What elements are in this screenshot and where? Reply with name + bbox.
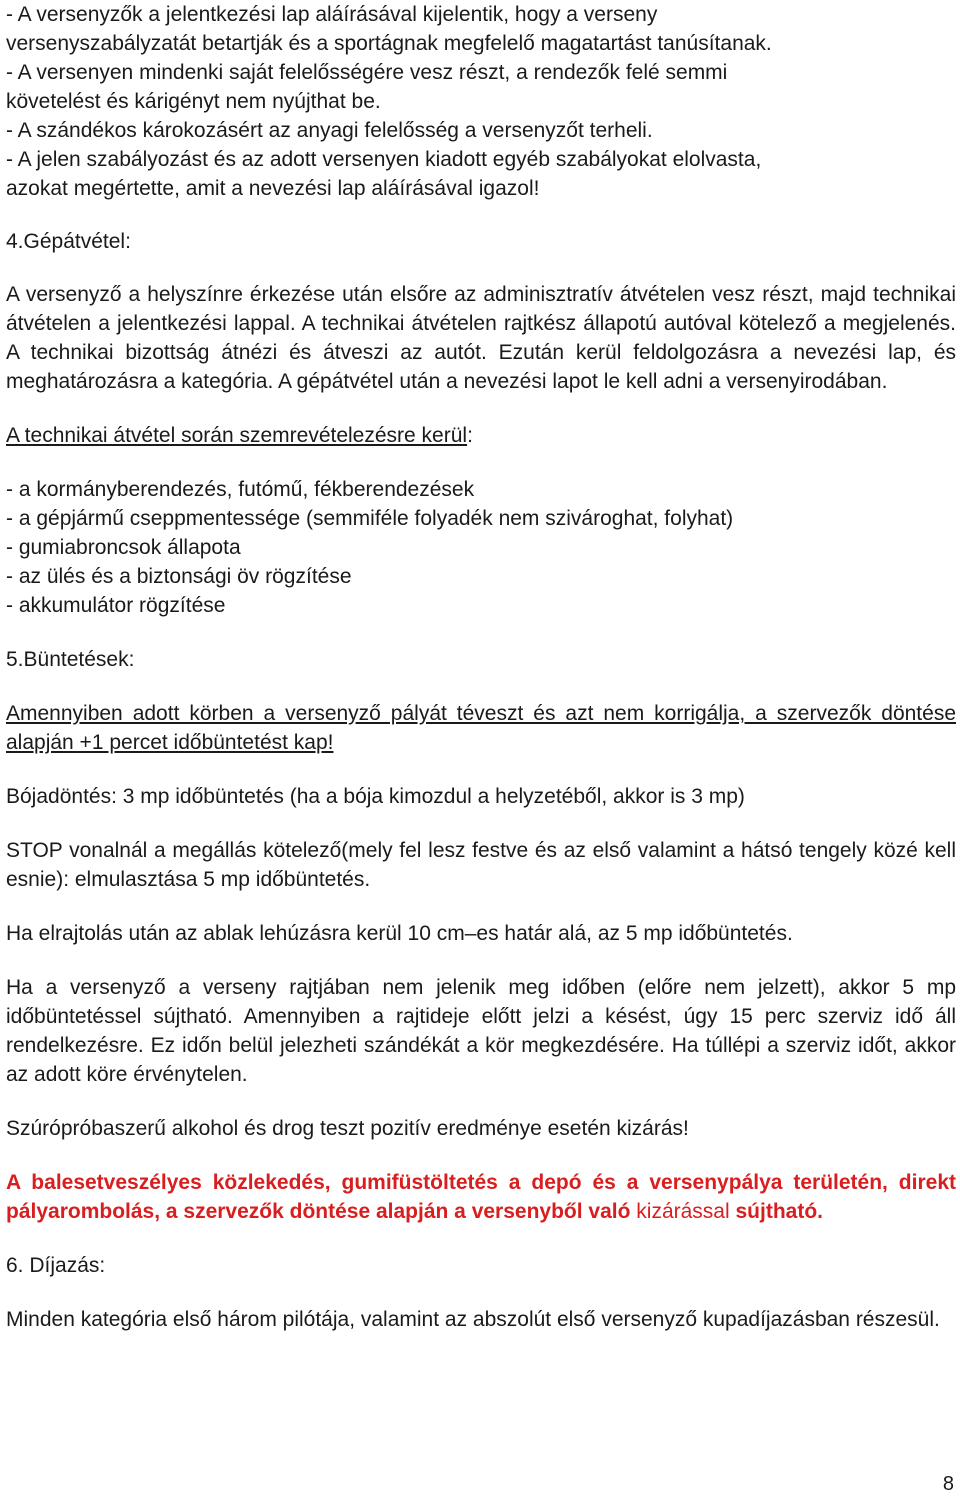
section-4-heading: 4.Gépátvétel: [6,230,131,253]
dangerous-driving-warning [6,1168,956,1226]
warning-text-part2: kizárással [636,1200,730,1223]
checklist-item: - akkumulátor rögzítése [6,594,226,617]
intro-declarations [6,0,956,203]
checklist-title [6,421,956,450]
window-penalty: Ha elrajtolás után az ablak lehúzásra kerül 10 cm–es határ alá, az 5 mp időbüntetés. [6,922,793,945]
intro-line: azokat megértette, amit a nevezési lap aláírásával igazol! [6,177,540,200]
section-4-paragraph: A versenyző a helyszínre érkezése után elsőre az adminisztratív átvételen vesz részt, majd technikai átvételen a jelentkezési lappal. A technikai átvételen rajtkész állapotú autóval kötelező a megjelenés. A technikai bizottság átnézi és átveszi az autót. Ezután kerül feldolgozásra a nevezési lap, és meghatározásra a kategória. A gépátvétel után a nevezési lapot le kell adni a versenyirodában. [6,283,956,393]
intro-line: - A versenyen mindenki saját felelősségére vesz részt, a rendezők felé semmi [6,61,728,84]
warning-text-part3: sújtható. [729,1200,823,1223]
section-5-heading: 5.Büntetések: [6,648,135,671]
stop-line-penalty: STOP vonalnál a megállás kötelező(mely fel lesz festve és az első valamint a hátsó tengely közé kell esnie): elmulasztása 5 mp időbüntetés. [6,839,956,891]
intro-line: versenyszabályzatát betartják és a sportágnak megfelelő magatartást tanúsítanak. [6,32,772,55]
warning-text-part1: A balesetveszélyes közlekedés, gumifüstöltetés a depó és a versenypálya területén, direkt pályarombolás, a szervezők döntése alapján a versenyből való [6,1171,956,1223]
checklist-item: - a kormányberendezés, futómű, fékberendezések [6,478,475,501]
buoy-penalty: Bójadöntés: 3 mp időbüntetés (ha a bója kimozdul a helyzetéből, akkor is 3 mp) [6,785,745,808]
checklist-item: - gumiabroncsok állapota [6,536,241,559]
checklist-title-colon: : [467,424,473,447]
intro-line: - A szándékos károkozásért az anyagi felelősség a versenyzőt terheli. [6,119,653,142]
inspection-checklist [6,475,956,620]
late-start-penalty: Ha a versenyző a verseny rajtjában nem jelenik meg időben (előre nem jelzett), akkor 5 mp időbüntetéssel sújtható. Amennyiben a rajtideje előtt jelzi a késést, úgy 15 perc szerviz idő áll rendelkezésre. Ez időn belül jelezheti szándékát a kör megkezdésére. Ha túllépi a szerviz időt, akkor az adott köre érvénytelen. [6,976,956,1086]
section-6-heading: 6. Díjazás: [6,1254,106,1277]
intro-line: követelést és kárigényt nem nyújthat be. [6,90,381,113]
intro-line: - A versenyzők a jelentkezési lap aláírásával kijelentik, hogy a verseny [6,3,658,26]
section-6-paragraph: Minden kategória első három pilótája, valamint az abszolút első versenyző kupadíjazásban részesül. [6,1308,940,1331]
alcohol-drug-test: Szúrópróbaszerű alkohol és drog teszt pozitív eredménye esetén kizárás! [6,1117,689,1140]
checklist-item: - az ülés és a biztonsági öv rögzítése [6,565,352,588]
checklist-title-text: A technikai átvétel során szemrevételezésre kerül [6,424,468,447]
off-track-penalty: Amennyiben adott körben a versenyző pályát téveszt és azt nem korrigálja, a szervezők döntése alapján +1 percet időbüntetést kap! [6,702,956,754]
page-number: 8 [942,1473,954,1495]
checklist-item: - a gépjármű cseppmentessége (semmiféle folyadék nem szivároghat, folyhat) [6,507,734,530]
document-page [6,0,956,1334]
intro-line: - A jelen szabályozást és az adott versenyen kiadott egyéb szabályokat elolvasta, [6,148,762,171]
